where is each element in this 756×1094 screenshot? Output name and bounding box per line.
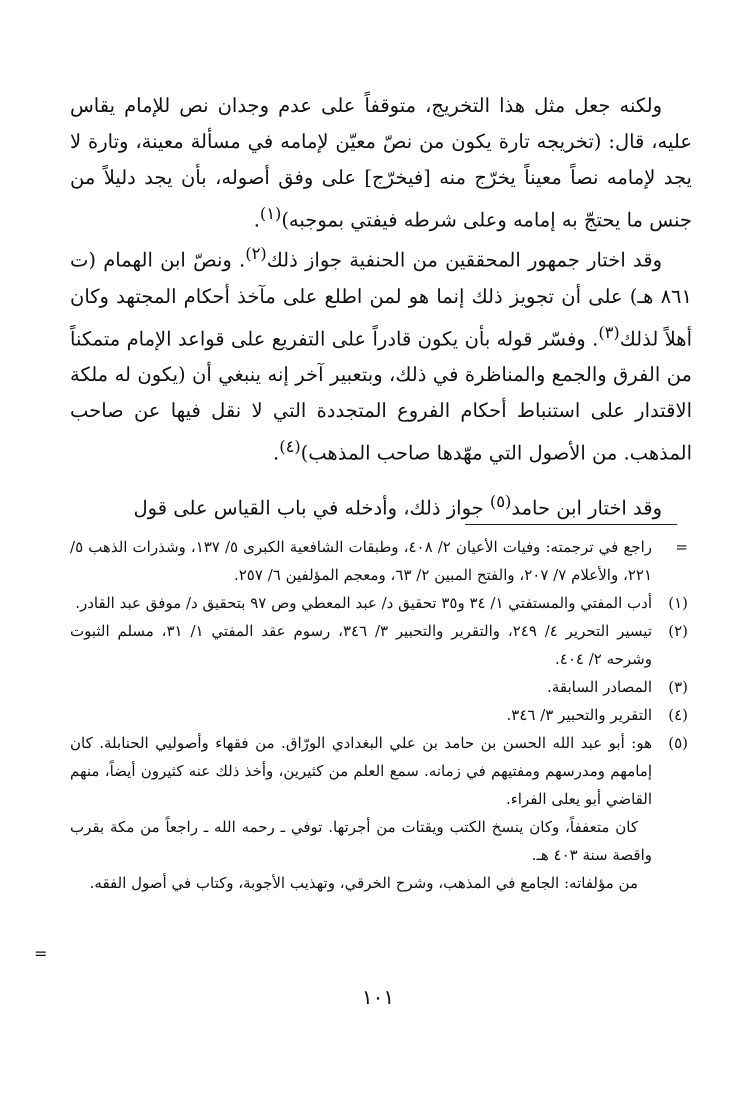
footnote-5-paragraph-3 <box>70 869 688 897</box>
paragraph-3-text-b: جواز ذلك، وأدخله في باب القياس على قول <box>133 496 490 520</box>
continuation-text: راجع في ترجمته: وفيات الأعيان ٢/ ٤٠٨، وطبقات الشافعية الكبرى ٥/ ١٣٧، وشذرات الذهب ٥/ ٢٢١، والأعلام ٧/ ٢٠٧، والفتح المبين ٢/ ٦٣، ومعجم المؤلفين ٦/ ٢٥٧. <box>70 538 652 584</box>
footnote-5-paragraph-3-text: من مؤلفاته: الجامع في المذهب، وشرح الخرقي، وتهذيب الأجوبة، وكتاب في أصول الفقه. <box>89 874 638 892</box>
main-paragraph-2 <box>70 236 692 472</box>
footnote-4-text: التقرير والتحبير ٣/ ٣٤٦. <box>506 706 652 724</box>
footnote-5-text: هو: أبو عبد الله الحسن بن حامد بن علي البغدادي الورّاق. من فقهاء وأصوليي الحنابلة. كان إمامهم ومدرسهم ومفتيهم في زمانه. سمع العلم من كثيرين، وأخذ ذلك عنه كثيرون أيضاً، منهم القاضي أبو يعلى الفراء. <box>70 734 652 808</box>
footnote-ref-1: (١) <box>259 204 282 223</box>
footnotes-section <box>70 533 688 897</box>
paragraph-2-text-b: . ونصّ ابن الهمام (ت ٨٦١ هـ) على أن تجويز ذلك إنما هو لمن اطلع على مآخذ أحكام المجتهد وكان أهلاً لذلك <box>70 248 692 350</box>
footnote-divider <box>465 524 677 525</box>
footnote-1 <box>70 589 688 617</box>
footnote-ref-3: (٣) <box>598 322 620 342</box>
footnote-continuation <box>70 533 688 589</box>
paragraph-2-end: . <box>273 441 280 465</box>
footnote-ref-2: (٢) <box>245 244 267 263</box>
footnote-3-marker: (٣) <box>668 678 688 696</box>
footnote-1-text: أدب المفتي والمستفتي ١/ ٣٤ و٣٥ تحقيق د/ عبد المعطي وص ٩٧ بتحقيق د/ موفق عبد القادر. <box>75 594 652 612</box>
footnote-2-text: تيسير التحرير ٤/ ٢٤٩، والتقرير والتحبير ٣/ ٣٤٦، رسوم عقد المفتي ١/ ٣١، مسلم الثبوت وشرحه ٢/ ٤٠٤. <box>70 622 652 668</box>
paragraph-2-text-a: وقد اختار جمهور المحققين من الحنفية جواز ذلك <box>266 248 663 272</box>
footnote-3 <box>70 673 688 701</box>
paragraph-3-text-a: وقد اختار ابن حامد <box>511 496 662 520</box>
footnote-5-marker: (٥) <box>668 734 688 752</box>
footnote-1-marker: (١) <box>668 594 688 612</box>
paragraph-1-text: ولكنه جعل مثل هذا التخريج، متوقفاً على عدم وجدان نص للإمام يقاس عليه، قال: (تخريجه تارة يكون من نصّ معيّن لإمامه في مسألة معينة، وتارة لا يجد لإمامه نصاً معيناً يخرّج منه [فيخرّج] على وفق أصوله، بأن يجد دليلاً من جنس ما يحتجّ به إمامه وعلى شرطه فيفتي بموجبه) <box>70 94 692 232</box>
footnote-ref-4: (٤) <box>279 437 301 456</box>
footnote-5 <box>70 729 688 813</box>
footnote-5-paragraph-2-text: كان متعففاً، وكان ينسخ الكتب ويقتات من أجرتها. توفي ـ رحمه الله ـ راجعاً من مكة بقرب واقصة سنة ٤٠٣ هـ. <box>70 818 652 864</box>
footnote-4-marker: (٤) <box>668 706 688 724</box>
main-paragraph-1: ولكنه جعل مثل هذا التخريج، متوقفاً على عدم وجدان نص للإمام يقاس عليه، قال: (تخريجه تارة يكون من نصّ معيّن لإمامه في مسألة معينة، وتارة لا يجد لإمامه نصاً معيناً يخرّج منه [فيخرّج] على وفق أصوله، بأن يجد دليلاً من جنس ما يحتجّ به إمامه وعلى شرطه فيفتي بموجبه)$^{(١)}$. <box>70 94 692 232</box>
continuation-marker: = <box>675 538 688 556</box>
footnote-4 <box>70 701 688 729</box>
paragraph-2-text-c: . وفسّر قوله بأن يكون قادراً على التفريع على قواعد الإمام متمكناً من الفرق والجمع والمناظرة في ذلك، وبتعبير آخر إنه ينبغي أن (يكون له ملكة الاقتدار على استنباط أحكام الفروع المتجددة التي لا نقل فيها عن صاحب المذهب. من الأصول التي مهّدها صاحب المذهب) <box>70 327 692 465</box>
footnote-trailing-marker: = <box>34 944 48 963</box>
page-number: ١٠١ <box>361 985 395 1009</box>
footnote-5-paragraph-2 <box>70 813 688 869</box>
footnote-2 <box>70 617 688 673</box>
footnote-ref-5: (٥) <box>489 492 512 511</box>
footnote-3-text: المصادر السابقة. <box>547 678 652 696</box>
main-paragraph-3 <box>70 484 692 527</box>
footnote-2-marker: (٢) <box>668 622 688 640</box>
